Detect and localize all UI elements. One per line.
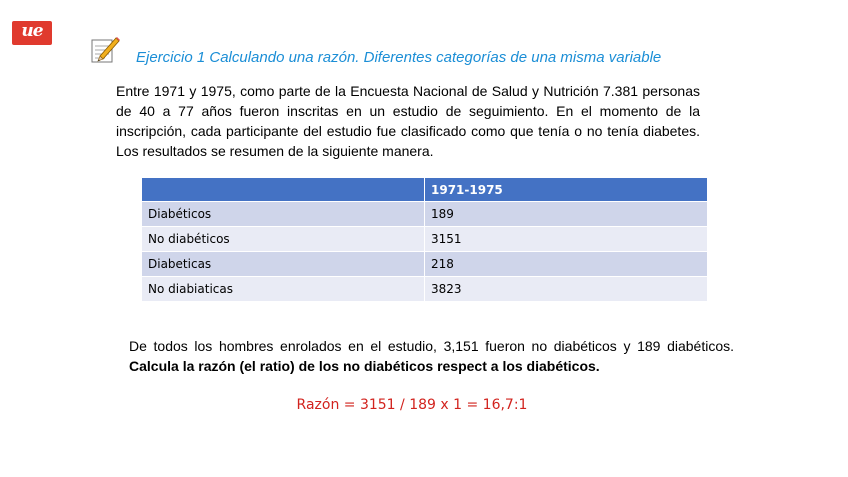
- result-text: Razón = 3151 / 189 x 1 = 16,7:1: [296, 397, 528, 413]
- table-header-row: [142, 178, 707, 201]
- table-header-period: 1971-1975: [424, 178, 707, 201]
- ue-logo: [12, 21, 52, 45]
- logo-text: ue: [21, 21, 43, 41]
- question-bold-text: Calcula la razón (el ratio) de los no diabéticos respect a los diabéticos.: [129, 358, 600, 374]
- row-value: 189: [424, 202, 707, 226]
- table-row: [142, 202, 707, 226]
- exercise-title: Ejercicio 1 Calculando una razón. Diferentes categorías de una misma variable: [136, 49, 662, 66]
- table-row: [142, 227, 707, 251]
- row-label: No diabiaticas: [142, 277, 424, 301]
- row-label: No diabéticos: [142, 227, 424, 251]
- intro-paragraph: Entre 1971 y 1975, como parte de la Encuesta Nacional de Salud y Nutrición 7.381 personas de 40 a 77 años fueron inscritas en un estudio de seguimiento. En el momento de la inscripción, cada participante del estudio fue clasificado como que tenía o no tenía diabetes. Los resultados se resumen de la siguiente manera.: [116, 83, 700, 159]
- question-paragraph: [129, 336, 734, 376]
- table-row: [142, 277, 707, 301]
- result-line: [0, 397, 848, 413]
- diabetes-table: [142, 177, 707, 302]
- row-value: 3823: [424, 277, 707, 301]
- row-label: Diabeticas: [142, 252, 424, 276]
- row-value: 3151: [424, 227, 707, 251]
- table-header-empty: [142, 178, 424, 201]
- pencil-notepad-icon: [90, 34, 120, 64]
- table-row: [142, 252, 707, 276]
- row-value: 218: [424, 252, 707, 276]
- question-text: De todos los hombres enrolados en el estudio, 3,151 fueron no diabéticos y 189 diabéticos.: [129, 338, 734, 354]
- row-label: Diabéticos: [142, 202, 424, 226]
